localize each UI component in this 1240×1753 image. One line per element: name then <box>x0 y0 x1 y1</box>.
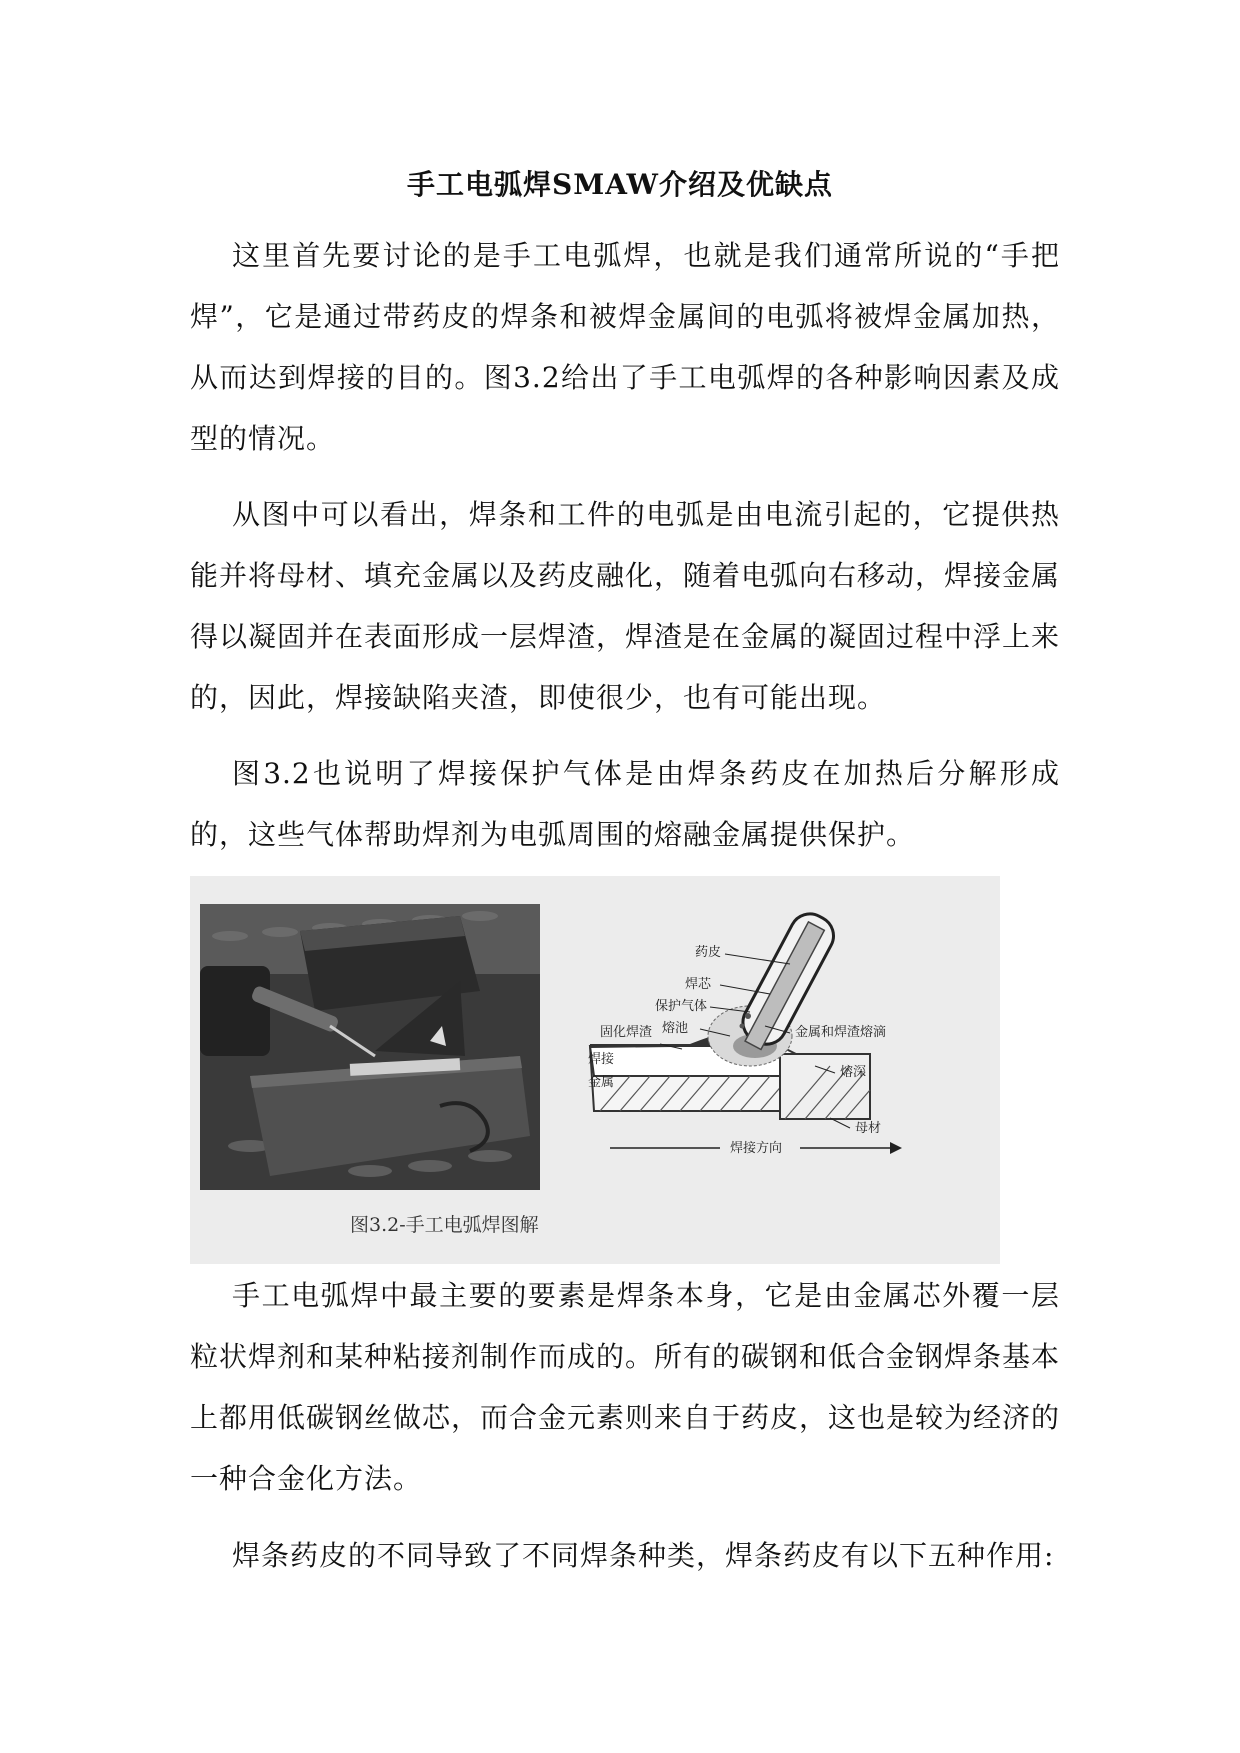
paragraph: 焊条药皮的不同导致了不同焊条种类，焊条药皮有以下五种作用: <box>232 1539 1055 1572</box>
label-penetration: 熔深 <box>840 1065 867 1080</box>
label-base-metal: 母材 <box>855 1121 882 1136</box>
label-direction: 焊接方向 <box>730 1141 783 1156</box>
label-shield-gas: 保护气体 <box>655 999 708 1014</box>
label-weld-metal-2: 金属 <box>588 1075 615 1090</box>
label-core: 焊芯 <box>685 977 712 992</box>
paragraph: 图3.2也说明了焊接保护气体是由焊条药皮在加热后分解形成的，这些气体帮助焊剂为电弧周围的熔融金属提供保护。 <box>190 757 1060 851</box>
paragraph: 手工电弧焊中最主要的要素是焊条本身，它是由金属芯外覆一层粒状焊剂和某种粘接剂制作而成的。所有的碳钢和低合金钢焊条基本上都用低碳钢丝做芯，而合金元素则来自于药皮，这也是较为经济的一种合金化方法。 <box>190 1279 1061 1495</box>
welding-schematic <box>588 907 902 1156</box>
page-title: 手工电弧焊SMAW介绍及优缺点 <box>407 168 833 201</box>
label-pool: 熔池 <box>662 1021 689 1036</box>
label-slag: 固化焊渣 <box>600 1025 653 1040</box>
welding-photo <box>200 904 540 1190</box>
label-droplets: 金属和焊渣熔滴 <box>795 1025 887 1040</box>
figure-3-2 <box>190 876 1000 1264</box>
welding-illustration <box>190 876 1000 1264</box>
label-coating: 药皮 <box>695 945 722 960</box>
paragraph: 这里首先要讨论的是手工电弧焊，也就是我们通常所说的“手把焊”，它是通过带药皮的焊条和被焊金属间的电弧将被焊金属加热，从而达到焊接的目的。图3.2给出了手工电弧焊的各种影响因素及成型的情况。 <box>190 239 1060 455</box>
paragraph: 从图中可以看出，焊条和工件的电弧是由电流引起的，它提供热能并将母材、填充金属以及药皮融化，随着电弧向右移动，焊接金属得以凝固并在表面形成一层焊渣，焊渣是在金属的凝固过程中浮上来的，因此，焊接缺陷夹渣，即使很少，也有可能出现。 <box>190 498 1061 714</box>
figure-caption: 图3.2-手工电弧焊图解 <box>350 1214 539 1236</box>
label-weld-metal: 焊接 <box>588 1052 615 1067</box>
